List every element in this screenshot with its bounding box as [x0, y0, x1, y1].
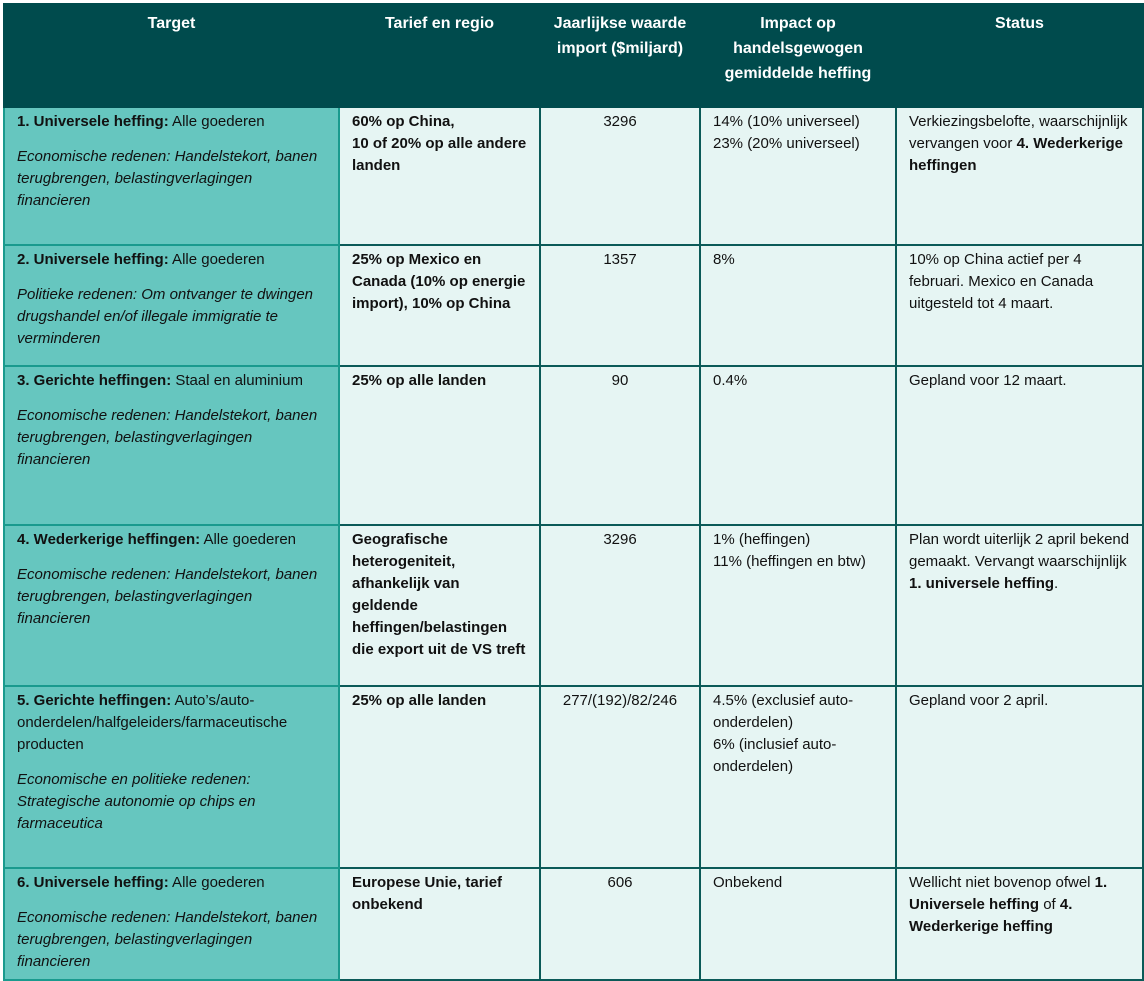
header-status: Status: [896, 4, 1143, 107]
impact-cell: [700, 245, 896, 366]
tariff-line: Geografische heterogeniteit, afhankelijk van geldende heffingen/belastingen die export uit de VS treft: [352, 531, 526, 658]
target-reason: Economische redenen: Handelstekort, banen terugbrengen, belastingverlagingen financieren: [17, 909, 318, 970]
tariff-line: 25% op alle landen: [352, 692, 487, 709]
target-reason: Economische redenen: Handelstekort, banen terugbrengen, belastingverlagingen financieren: [17, 148, 318, 209]
impact-line: 14% (10% universeel): [713, 113, 860, 130]
impact-line: 23% (20% universeel): [713, 135, 860, 152]
status-text: 4. Wederkerige heffingen: [909, 135, 1124, 174]
target-title-rest: Alle goederen: [168, 251, 265, 268]
target-title: [17, 529, 328, 551]
impact-line: 4.5% (exclusief auto-onderdelen): [713, 692, 854, 731]
import-value-cell: 606: [540, 868, 700, 980]
target-title-rest: Alle goederen: [168, 113, 265, 130]
target-cell: [4, 107, 339, 245]
target-title-bold: 3. Gerichte heffingen:: [17, 372, 172, 389]
status-text: 10% op China actief per 4 februari. Mexico en Canada uitgesteld tot 4 maart.: [909, 251, 1094, 312]
status-text: .: [1054, 575, 1059, 592]
target-cell: [4, 525, 339, 686]
tariff-cell: [339, 366, 540, 525]
import-value-cell: 90: [540, 366, 700, 525]
target-title: [17, 249, 328, 271]
header-tariff: Tarief en regio: [339, 4, 540, 107]
tariff-line: 60% op China,: [352, 113, 455, 130]
target-title-bold: 6. Universele heffing:: [17, 874, 169, 891]
status-text: 1. universele heffing: [909, 575, 1055, 592]
table-row: [4, 686, 1143, 868]
status-text: Wellicht niet bovenop ofwel: [909, 874, 1095, 891]
impact-line: 6% (inclusief auto-onderdelen): [713, 736, 837, 775]
impact-cell: [700, 366, 896, 525]
target-title-rest: Auto’s/auto-onderdelen/halfgeleiders/farmaceutische producten: [17, 692, 288, 753]
target-title: [17, 370, 328, 392]
import-value-cell: 1357: [540, 245, 700, 366]
tariff-cell: [339, 525, 540, 686]
tariff-cell: [339, 245, 540, 366]
status-text: Gepland voor 2 april.: [909, 692, 1049, 709]
impact-line: 11% (heffingen en btw): [713, 553, 866, 570]
tariff-line: Europese Unie, tarief onbekend: [352, 874, 503, 913]
table-row: [4, 868, 1143, 980]
header-row: [4, 4, 1143, 107]
header-import-value: Jaarlijkse waarde import ($miljard): [540, 4, 700, 107]
status-cell: [896, 868, 1143, 980]
import-value-cell: 3296: [540, 525, 700, 686]
target-reason: Economische en politieke redenen: Strategische autonomie op chips en farmaceutica: [17, 771, 256, 832]
header-impact: Impact op handelsgewogen gemiddelde heffing: [700, 4, 896, 107]
tariff-line: 10 of 20% op alle andere landen: [352, 135, 527, 174]
status-cell: [896, 366, 1143, 525]
target-title-bold: 5. Gerichte heffingen:: [17, 692, 172, 709]
impact-line: 0.4%: [713, 372, 748, 389]
header-target: Target: [4, 4, 339, 107]
impact-cell: [700, 525, 896, 686]
tariff-line: 25% op Mexico en Canada (10% op energie import), 10% op China: [352, 251, 526, 312]
status-cell: [896, 107, 1143, 245]
target-title-rest: Alle goederen: [200, 531, 297, 548]
table-row: [4, 525, 1143, 686]
table-row: [4, 366, 1143, 525]
target-title: [17, 690, 328, 756]
target-reason: Economische redenen: Handelstekort, banen terugbrengen, belastingverlagingen financieren: [17, 407, 318, 468]
target-title-bold: 2. Universele heffing:: [17, 251, 169, 268]
impact-cell: [700, 107, 896, 245]
tariff-table: [3, 3, 1144, 981]
status-text: Verkiezingsbelofte, waarschijnlijk vervangen voor: [909, 113, 1128, 152]
status-text: 4. Wederkerige heffing: [909, 896, 1073, 935]
tariff-cell: [339, 686, 540, 868]
target-cell: [4, 366, 339, 525]
target-title-bold: 4. Wederkerige heffingen:: [17, 531, 201, 548]
target-title: [17, 111, 328, 133]
table-row: [4, 107, 1143, 245]
target-reason: Politieke redenen: Om ontvanger te dwingen drugshandel en/of illegale immigratie te verminderen: [17, 286, 314, 347]
target-title-bold: 1. Universele heffing:: [17, 113, 169, 130]
import-value-cell: 3296: [540, 107, 700, 245]
tariff-cell: [339, 868, 540, 980]
impact-line: 1% (heffingen): [713, 531, 811, 548]
import-value-cell: 277/(192)/82/246: [540, 686, 700, 868]
status-cell: [896, 686, 1143, 868]
impact-line: 8%: [713, 251, 735, 268]
status-text: of: [1039, 896, 1060, 913]
target-title: [17, 872, 328, 894]
status-text: Plan wordt uiterlijk 2 april bekend gemaakt. Vervangt waarschijnlijk: [909, 531, 1130, 570]
status-text: Gepland voor 12 maart.: [909, 372, 1067, 389]
tariff-line: 25% op alle landen: [352, 372, 487, 389]
impact-cell: [700, 686, 896, 868]
status-cell: [896, 525, 1143, 686]
target-reason: Economische redenen: Handelstekort, banen terugbrengen, belastingverlagingen financieren: [17, 566, 318, 627]
table-body: [4, 107, 1143, 980]
target-title-rest: Staal en aluminium: [171, 372, 303, 389]
impact-line: Onbekend: [713, 874, 783, 891]
target-cell: [4, 686, 339, 868]
target-cell: [4, 245, 339, 366]
table-row: [4, 245, 1143, 366]
target-cell: [4, 868, 339, 980]
tariff-cell: [339, 107, 540, 245]
status-text: 1. Universele heffing: [909, 874, 1108, 913]
target-title-rest: Alle goederen: [168, 874, 265, 891]
impact-cell: [700, 868, 896, 980]
status-cell: [896, 245, 1143, 366]
